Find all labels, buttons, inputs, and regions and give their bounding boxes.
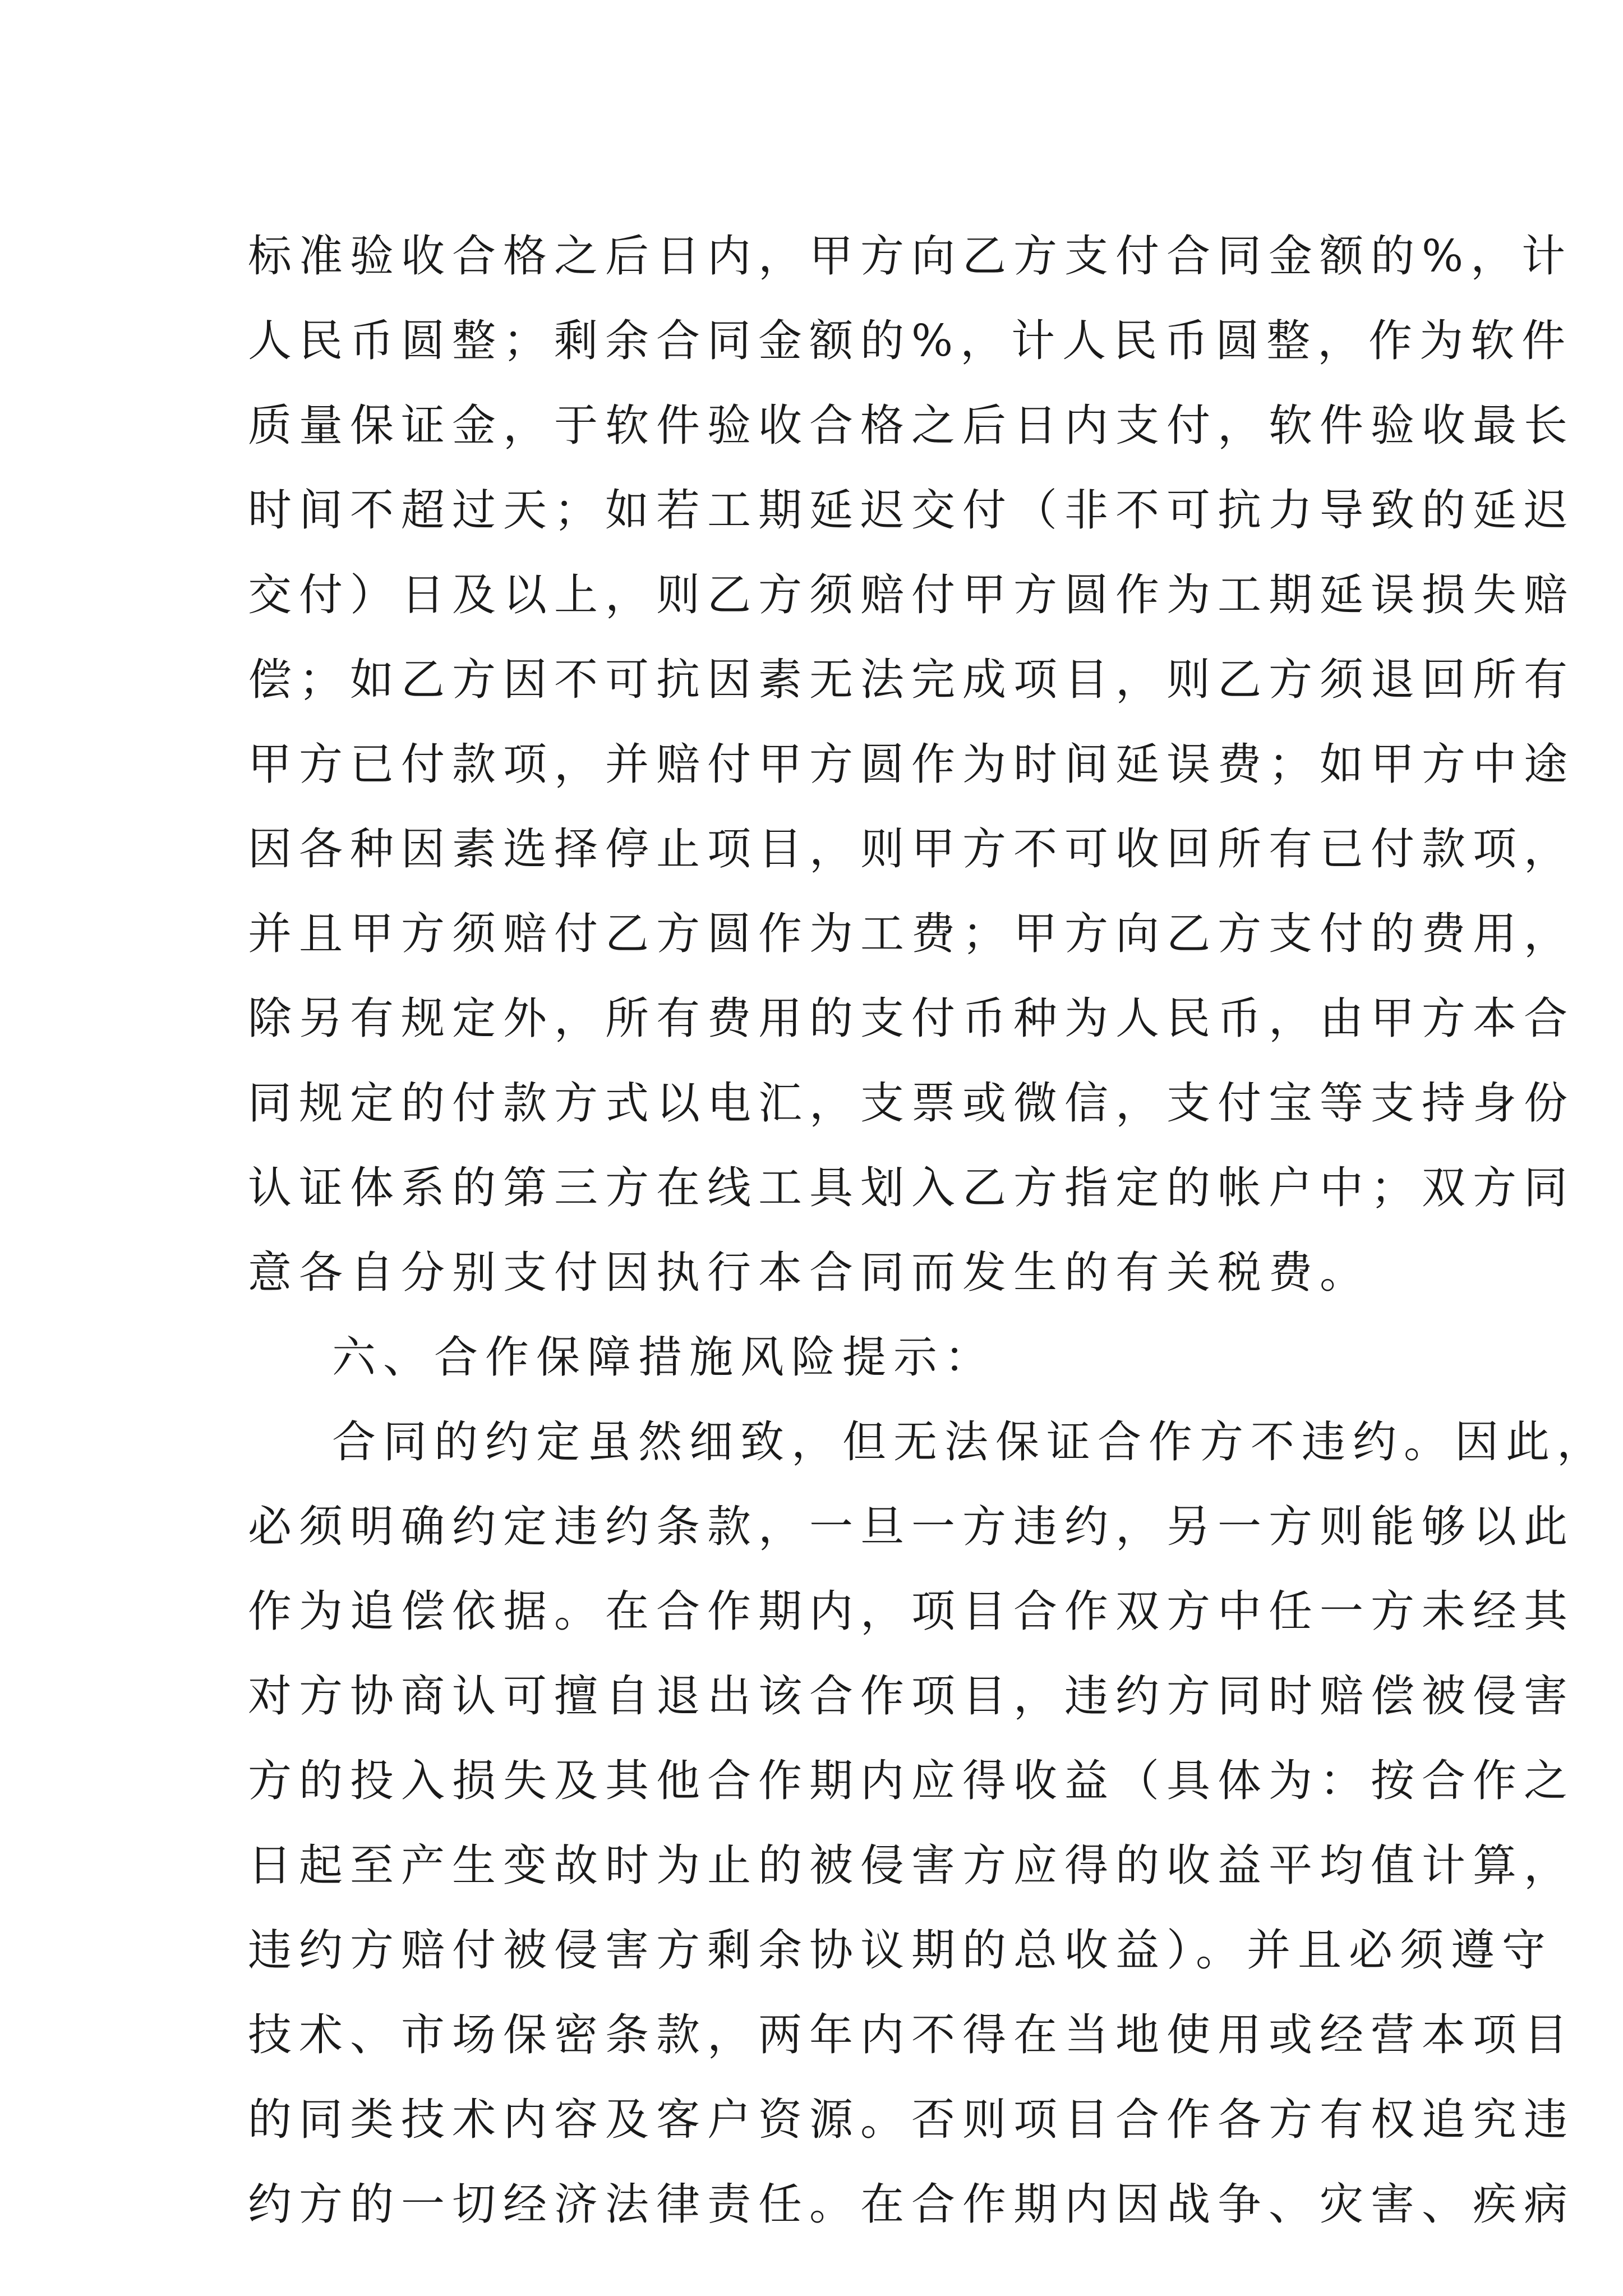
document-body bbox=[248, 214, 1608, 2247]
text-line: 合同的约定虽然细致，但无法保证合作方不违约。因此， bbox=[332, 1417, 1608, 1467]
text-line: 甲方已付款项，并赔付甲方圆作为时间延误费；如甲方中途 bbox=[248, 739, 1575, 790]
text-line: 因各种因素选择停止项目，则甲方不可收回所有已付款项， bbox=[248, 824, 1575, 875]
text-line: 方的投入损失及其他合作期内应得收益（具体为：按合作之 bbox=[248, 1756, 1575, 1806]
text-line: 偿；如乙方因不可抗因素无法完成项目，则乙方须退回所有 bbox=[248, 655, 1575, 705]
text-line: 违约方赔付被侵害方剩余协议期的总收益）。并且必须遵守 bbox=[248, 1925, 1553, 1976]
text-line: 质量保证金，于软件验收合格之后日内支付，软件验收最长 bbox=[248, 401, 1575, 451]
text-line: 认证体系的第三方在线工具划入乙方指定的帐户中；双方同 bbox=[248, 1163, 1575, 1213]
text-line: 日起至产生变故时为止的被侵害方应得的收益平均值计算， bbox=[248, 1841, 1575, 1891]
text-line: 意各自分别支付因执行本合同而发生的有关税费。 bbox=[248, 1248, 1371, 1298]
text-line: 标准验收合格之后日内，甲方向乙方支付合同金额的%，计 bbox=[248, 231, 1573, 282]
text-line: 技术、市场保密条款，两年内不得在当地使用或经营本项目 bbox=[248, 2010, 1575, 2060]
text-line: 交付）日及以上，则乙方须赔付甲方圆作为工期延误损失赔 bbox=[248, 570, 1575, 620]
text-line: 同规定的付款方式以电汇，支票或微信，支付宝等支持身份 bbox=[248, 1078, 1575, 1129]
text-line: 作为追偿依据。在合作期内，项目合作双方中任一方未经其 bbox=[248, 1586, 1575, 1637]
text-line: 除另有规定外，所有费用的支付币种为人民币，由甲方本合 bbox=[248, 993, 1575, 1044]
text-line: 约方的一切经济法律责任。在合作期内因战争、灾害、疾病 bbox=[248, 2179, 1575, 2230]
text-line: 并且甲方须赔付乙方圆作为工费；甲方向乙方支付的费用， bbox=[248, 909, 1575, 959]
text-line: 必须明确约定违约条款，一旦一方违约，另一方则能够以此 bbox=[248, 1502, 1575, 1552]
text-line: 对方协商认可擅自退出该合作项目，违约方同时赔偿被侵害 bbox=[248, 1671, 1575, 1722]
text-line: 时间不超过天；如若工期延迟交付（非不可抗力导致的延迟 bbox=[248, 485, 1575, 536]
text-line: 人民币圆整；剩余合同金额的%，计人民币圆整，作为软件 bbox=[248, 316, 1573, 366]
section-heading: 六、合作保障措施风险提示： bbox=[332, 1332, 996, 1383]
text-line: 的同类技术内容及客户资源。否则项目合作各方有权追究违 bbox=[248, 2095, 1575, 2145]
